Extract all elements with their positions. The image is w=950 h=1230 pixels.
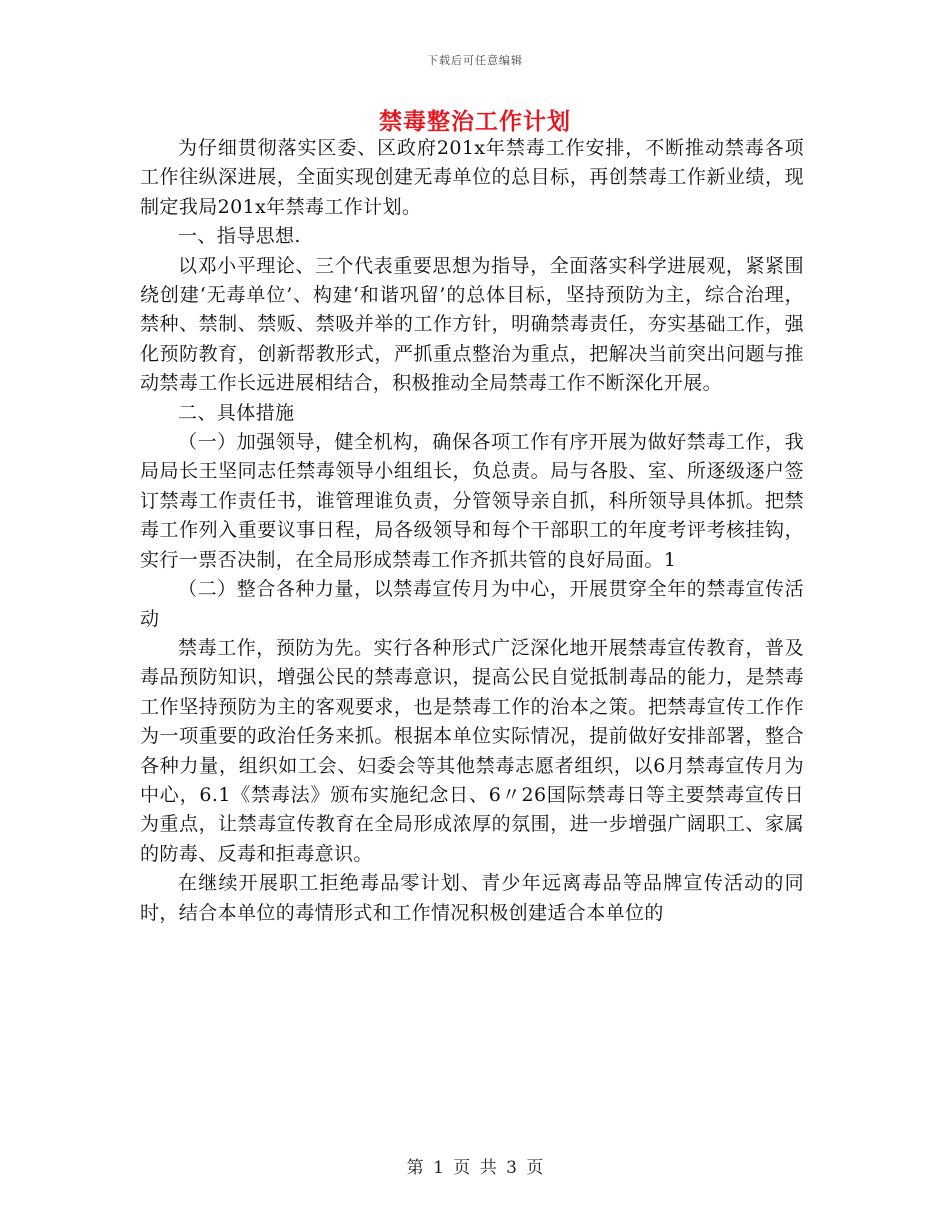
paragraph-measure-2-heading: （二）整合各种力量，以禁毒宣传月为中心，开展贯穿全年的禁毒宣传活动	[140, 578, 804, 630]
paragraph-prevention: 禁毒工作，预防为先。实行各种形式广泛深化地开展禁毒宣传教育，普及毒品预防知识，增强公民的禁毒意识，提高公民自觉抵制毒品的能力，是禁毒工作坚持预防为主的客观要求，也是禁毒工作的治本之策。把禁毒宣传工作作为一项重要的政治任务来抓。根据本单位实际情况，提前做好安排部署，整合各种力量，组织如工会、妇委会等其他禁毒志愿者组织，以6月禁毒宣传月为中心，6.1《禁毒法》颁布实施纪念日、6〃26国际禁毒日等主要禁毒宣传日为重点，让禁毒宣传教育在全局形成浓厚的氛围，进一步增强广阔职工、家属的防毒、反毒和拒毒意识。	[140, 636, 804, 865]
page-header-note: 下载后可任意编辑	[427, 54, 523, 67]
page-number: 第 1 页 共 3 页	[406, 1158, 544, 1178]
paragraph-measure-1: （一）加强领导，健全机构，确保各项工作有序开展为做好禁毒工作，我局局长王坚同志任禁毒领导小组组长，负总责。局与各股、室、所逐级逐户签订禁毒工作责任书，谁管理谁负责，分管领导亲自抓，科所领导具体抓。把禁毒工作列入重要议事日程，局各级领导和每个干部职工的年度考评考核挂钩，实行一票否决制，在全局形成禁毒工作齐抓共管的良好局面。1	[140, 431, 804, 571]
paragraph-intro: 为仔细贯彻落实区委、区政府201x年禁毒工作安排，不断推动禁毒各项工作往纵深进展，全面实现创建无毒单位的总目标，再创禁毒工作新业绩，现制定我局201x年禁毒工作计划。	[140, 137, 804, 218]
document-title: 禁毒整治工作计划	[379, 108, 571, 135]
document-body	[140, 134, 804, 928]
section-heading-guiding-ideology: 一、指导思想.	[178, 225, 301, 248]
paragraph-continuation: 在继续开展职工拒绝毒品零计划、青少年远离毒品等品牌宣传活动的同时，结合本单位的毒情形式和工作情况积极创建适合本单位的	[140, 872, 804, 924]
section-heading-specific-measures: 二、具体措施	[178, 401, 295, 424]
paragraph-guiding-ideology: 以邓小平理论、三个代表重要思想为指导，全面落实科学进展观，紧紧围绕创建‘无毒单位’、构建‘和谐巩留’的总体目标，坚持预防为主，综合治理，禁种、禁制、禁贩、禁吸并举的工作方针，明确禁毒责任，夯实基础工作，强化预防教育，创新帮教形式，严抓重点整治为重点，把解决当前突出问题与推动禁毒工作长远进展相结合，积极推动全局禁毒工作不断深化开展。	[140, 254, 804, 395]
